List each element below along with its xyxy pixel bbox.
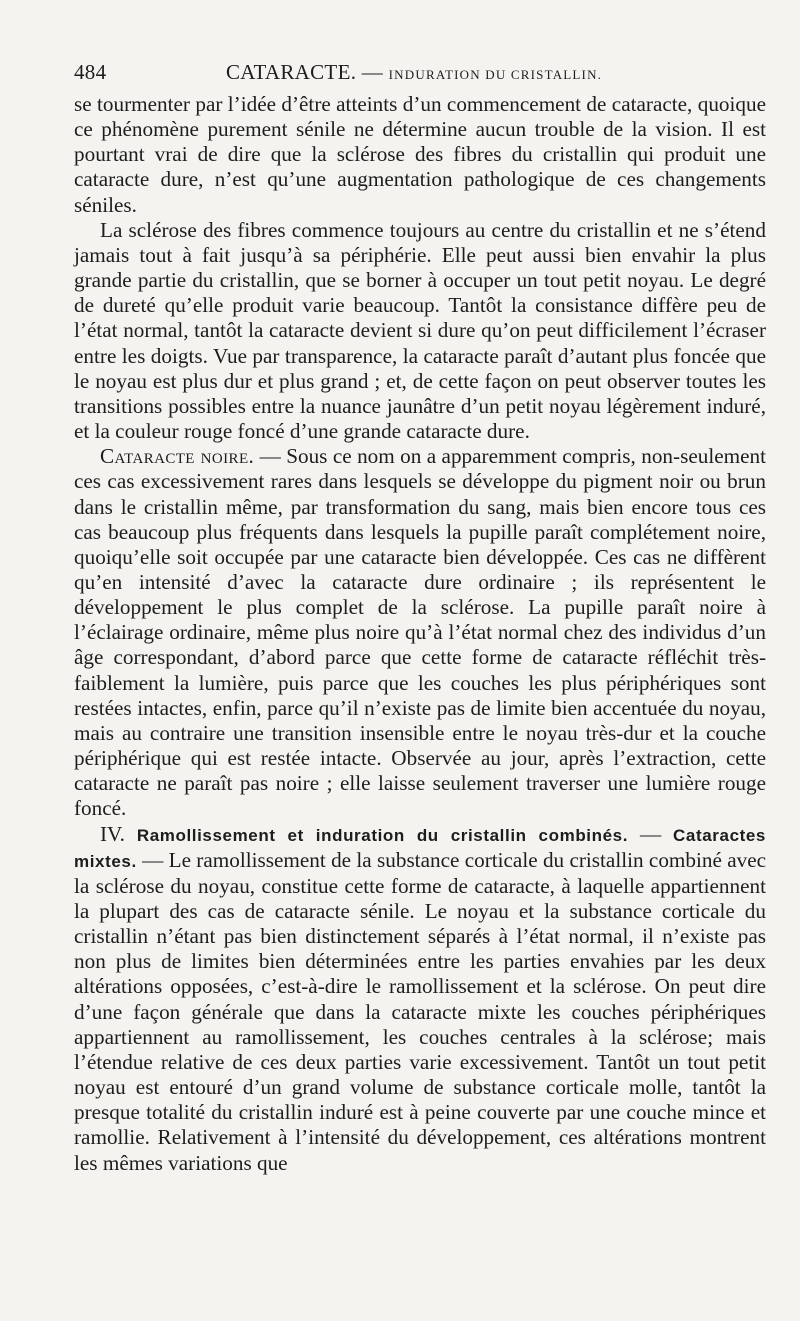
section-subheading: Cataractes mixtes. [74, 825, 766, 871]
section-heading: Ramollissement et induration du cristallin combinés. [136, 825, 629, 845]
page-number: 484 [74, 60, 107, 84]
paragraph-2: La sclérose des fibres commence toujours au centre du cristallin et ne s’étend jamais tout à fait jusqu’à sa périphérie. Elle peut aussi bien envahir la plus grande partie du cristallin, que se borner à occuper un tout petit noyau. Le degré de dureté qu’elle produit varie beaucoup. Tantôt la consistance diffère peu de l’état normal, tantôt la cataracte devient si dure qu’on peut difficilement l’écraser entre les doigts. Vue par transparence, la cataracte paraît d’autant plus foncée que le noyau est plus dur et plus grand ; et, de cette façon on peut observer toutes les transitions possibles entre la nuance jaunâtre d’un petit noyau légèrement induré, et la couleur rouge foncé d’une grande cataracte dure. [74, 217, 766, 444]
paragraph-3-text: — Sous ce nom on a apparemment compris, non-seulement ces cas excessivement rares dans lesquels se développe du pigment noir ou brun dans le cristallin même, par transformation du sang, mais bien encore tous ces cas beaucoup plus fréquents dans lesquels la pupille paraît complétement noire, quoiqu’elle soit occupée par une cataracte bien développée. Ces cas ne diffèrent qu’en intensité d’avec la cataracte dure ordinaire ; ils représentent le développement le plus complet de la sclérose. La pupille paraît noire à l’éclairage ordinaire, même plus noire qu’à l’état normal chez des individus d’un âge correspondant, d’abord parce que cette forme de cataracte réfléchit très-faiblement la lumière, puis parce que les couches les plus périphériques sont restées intactes, enfin, parce qu’il n’existe pas de limite bien accentuée du noyau, mais au contraire une transition insensible entre le noyau très-dur et la couche périphérique qui est restée intacte. Observée au jour, après l’extraction, cette cataracte ne paraît pas noire ; elle laisse seulement traverser une lumière rouge foncé. [74, 444, 766, 821]
cataracte-noire-label: Cataracte noire. [100, 444, 255, 469]
running-head [74, 58, 766, 92]
running-title [226, 60, 602, 85]
running-title-sub: INDURATION DU CRISTALLIN. [388, 67, 603, 82]
running-title-main: CATARACTE. [226, 60, 357, 84]
paragraph-4 [74, 822, 766, 1176]
paragraph-4-text: — Le ramollissement de la substance corticale du cristallin combiné avec la sclérose du noyau, constitue cette forme de cataracte, à laquelle appartiennent la plupart des cas de cataracte sénile. Le noyau et la substance corticale du cristallin n’étant pas bien distinctement séparés à l’état normal, il n’existe pas non plus de limites bien déterminées entre les parties envahies par les deux altérations opposées, c’est-à-dire le ramollissement et la sclérose. On peut dire d’une façon générale que dans la cataracte mixte les couches périphériques appartiennent au ramollissement, les couches centrales à la sclérose; mais l’étendue relative de ces deux parties varie excessivement. Tantôt un tout petit noyau est entouré d’un grand volume de substance corticale molle, tantôt la presque totalité du cristallin induré est à peine couverte par une couche mince et ramollie. Relativement à l’intensité du développement, ces altérations montrent les mêmes variations que [74, 847, 766, 1175]
paragraph-1: se tourmenter par l’idée d’être atteints d’un commencement de cataracte, quoique ce phénomène purement sénile ne détermine aucun trouble de la vision. Il est pourtant vrai de dire que la sclérose des fibres du cristallin qui produit une cataracte dure, n’est qu’une augmentation pathologique de ces changements séniles. [74, 92, 766, 217]
running-title-dash: — [356, 60, 389, 84]
section-heading-dash: — [628, 821, 674, 846]
section-numeral: IV. [100, 821, 125, 846]
paragraph-3 [74, 444, 766, 821]
body-text [74, 92, 766, 1176]
